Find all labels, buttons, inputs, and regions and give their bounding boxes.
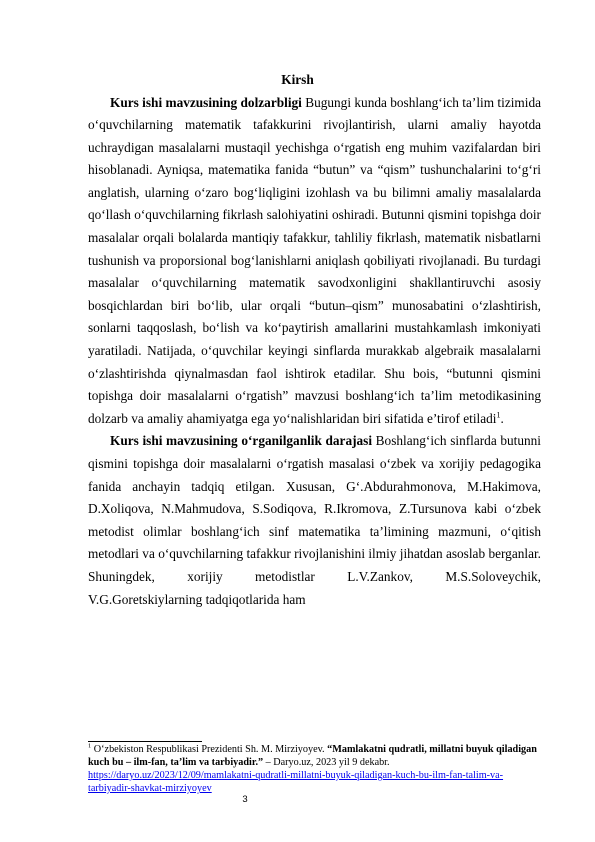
footnote-author: O‘zbekiston Respublikasi Prezidenti Sh. M. Mirziyoyev. (91, 743, 328, 755)
footnote-marker: 1 (88, 742, 92, 750)
body-text (88, 92, 541, 612)
footnote-reference[interactable]: 1 (496, 410, 501, 420)
paragraph-lead: Kurs ishi mavzusining dolzarbligi (110, 94, 302, 110)
page-number: 3 (242, 794, 248, 805)
paragraph-relevance (88, 92, 541, 431)
footnote (88, 743, 541, 796)
footnote-source: – Daryo.uz, 2023 yil 9 dekabr. (263, 756, 390, 768)
section-heading: Kirsh (281, 72, 314, 87)
paragraph-lead: Kurs ishi mavzusining o‘rganilganlik darajasi (110, 433, 373, 449)
paragraph-text: Boshlang‘ich sinflarda butunni qismini topishga doir masalalarni o‘rgatish masalasi o‘zbek va xorijiy pedagogika fanida anchayin tadqiq etilgan. Xususan, G‘.Abdurahmonova, M.Hakimova, D.Xoliqova, N.Mahmudova, S.Sodiqova, R.Ikromova, Z.Tursunova kabi o‘zbek metodist olimlar boshlang‘ich sinf matematika ta’limining mazmuni, o‘qitish metodlari va o‘quvchilarning tafakkur rivojlanishini ilmiy jihatdan asoslab berganlar. Shuningdek, xorijiy metodistlar L.V.Zankov, M.S.Soloveychik, V.G.Goretskiylarning tadqiqotlarida ham (88, 433, 541, 607)
paragraph-text: Bugungi kunda boshlang‘ich ta’lim tizimida o‘quvchilarning matematik tafakkurini rivojlantirish, ularni amaliy hayotda uchraydigan masalalarni mustaqil yechishga o‘rgatish eng muhim vazifalardan biri hisoblanadi. Ayniqsa, matematika fanida “butun” va “qism” tushunchalarini to‘g‘ri anglatish, ularning o‘zaro bog‘liqligini izohlash va bu bilimni amaliy masalalarda qo‘llash o‘quvchilarning fikrlash salohiyatini oshiradi. Butunni qismini topishga doir masalalar orqali bolalarda mantiqiy tafakkur, tahliliy fikrlash, matematik nisbatlarni tushunish va proporsional bog‘lanishlarni aniqlash qobiliyati rivojlanadi. Bu turdagi masalalar o‘quvchilarning matematik savodxonligini shakllantiruvchi asosiy bosqichlardan biri bo‘lib, ular orqali “butun–qism” munosabatini o‘zlashtirish, sonlarni taqqoslash, bo‘lish va ko‘paytirish amallarini mustahkamlash imkoniyati yaratiladi. Natijada, o‘quvchilar keyingi sinflarda murakkab algebraik masalalarni o‘zlashtirishda qiynalmasdan faol ishtirok etadilar. Shu bois, “butunni qismini topishga doir masalalarni o‘rgatish” mavzusi boshlang‘ich ta’lim metodikasining dolzarb va amaliy ahamiyatga ega yo‘nalishlaridan biri sifatida e’tirof etiladi (88, 94, 541, 426)
footnote-title: “Mamlakatni qudratli, millatni buyuk qiladigan kuch bu – ilm-fan, ta’lim va tarbiyadir.” (88, 743, 537, 768)
paragraph-tail: . (500, 410, 504, 426)
paragraph-study-degree (88, 430, 541, 611)
footnote-link[interactable]: https://daryo.uz/2023/12/09/mamlakatni-qudratli-millatni-buyuk-qiladigan-kuch-bu-ilm-fan-talim-va-tarbiyadir-shavkat-mirziyoyev (88, 769, 504, 795)
